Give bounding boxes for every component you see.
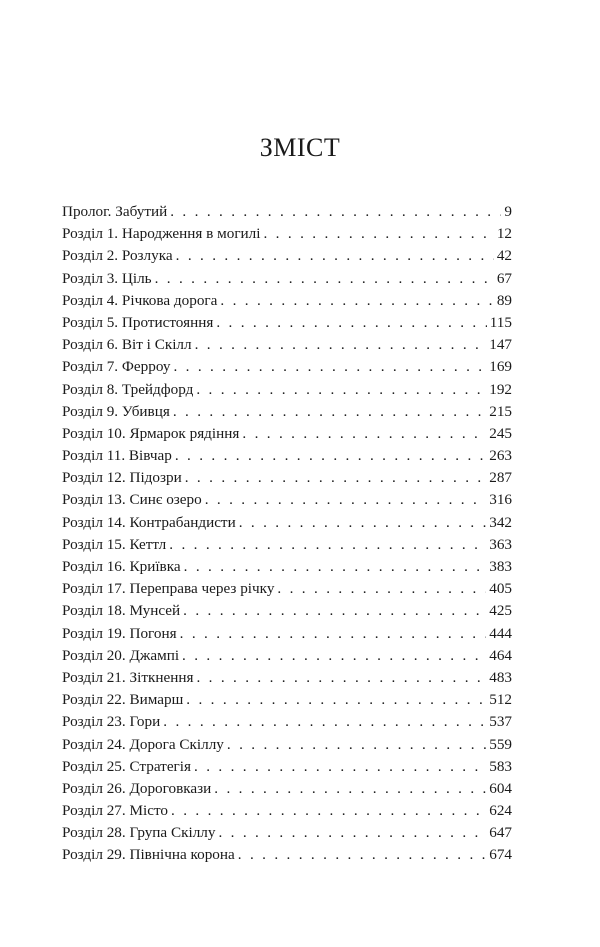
toc-dot-leader [184, 556, 487, 578]
toc-entry [62, 223, 512, 245]
toc-entry-title: Пролог. Забутий [62, 203, 168, 220]
toc-page-number: 583 [489, 757, 512, 775]
toc-entry [62, 245, 512, 267]
toc-entry [62, 379, 512, 401]
toc-page-number: 383 [489, 558, 512, 575]
toc-dot-leader [242, 423, 486, 445]
toc-entry-title: Розділ 29. Північна корона [62, 846, 235, 864]
toc-dot-leader [239, 512, 487, 534]
toc-entry-title: Розділ 4. Річкова дорога [62, 291, 218, 309]
toc-page-number: 316 [489, 491, 512, 509]
toc-page-number: 245 [489, 424, 512, 442]
toc-dot-leader [196, 379, 486, 401]
toc-entry [62, 778, 512, 800]
toc-dot-leader [180, 623, 487, 645]
toc-page-number: 215 [489, 402, 512, 420]
toc-entry-title: Розділ 8. Трейдфорд [62, 380, 194, 398]
toc-entry-title: Розділ 1. Народження в могилі [62, 225, 261, 243]
toc-page-number: 537 [489, 713, 512, 731]
toc-dot-leader [196, 667, 486, 689]
toc-entry [62, 711, 512, 733]
toc-page-number: 425 [489, 602, 512, 620]
toc-entry [62, 356, 512, 378]
toc-page-number: 9 [504, 203, 512, 220]
toc-entry [62, 467, 512, 489]
toc-entry-title: Розділ 23. Гори [62, 713, 161, 731]
toc-entry-title: Розділ 17. Переправа через річку [62, 580, 275, 598]
toc-entry-title: Розділ 3. Ціль [62, 269, 152, 287]
toc-dot-leader [205, 489, 487, 511]
toc-dot-leader [218, 822, 486, 844]
toc-dot-leader [194, 756, 486, 778]
toc-dot-leader [185, 467, 486, 489]
toc-entry [62, 844, 512, 866]
toc-entry [62, 556, 512, 578]
toc-entry [62, 822, 512, 844]
toc-dot-leader [263, 223, 493, 245]
toc-page-number: 512 [489, 691, 512, 709]
toc-entry [62, 800, 512, 822]
toc-entry [62, 645, 512, 667]
toc-entry-title: Розділ 25. Стратегія [62, 757, 191, 775]
toc-entry [62, 268, 512, 290]
toc-entry [62, 534, 512, 556]
toc-entry [62, 512, 512, 534]
toc-page-number: 559 [489, 735, 512, 753]
toc-dot-leader [175, 445, 486, 467]
toc-dot-leader [176, 245, 494, 267]
toc-page-number: 604 [489, 779, 512, 797]
toc-dot-leader [183, 600, 486, 622]
toc-entry [62, 578, 512, 600]
toc-entry [62, 667, 512, 689]
toc-page-number: 483 [489, 668, 512, 686]
toc-dot-leader [238, 844, 486, 866]
table-of-contents [62, 201, 512, 867]
toc-page-number: 89 [496, 291, 512, 309]
toc-page-number: 342 [489, 513, 512, 531]
toc-entry [62, 312, 512, 334]
toc-dot-leader [163, 711, 486, 733]
toc-entry [62, 689, 512, 711]
toc-dot-leader [227, 734, 486, 756]
toc-entry-title: Розділ 6. Віт і Скілл [62, 336, 192, 354]
toc-dot-leader [173, 356, 486, 378]
toc-page-number: 405 [489, 580, 512, 598]
toc-entry [62, 734, 512, 756]
toc-entry [62, 201, 512, 223]
toc-page-number: 287 [489, 469, 512, 487]
toc-page-number: 42 [496, 247, 512, 265]
toc-page-number: 12 [496, 225, 512, 243]
toc-page-number: 192 [489, 380, 512, 398]
toc-page-number: 624 [489, 802, 512, 820]
toc-entry-title: Розділ 26. Дороговкази [62, 779, 212, 797]
toc-entry-title: Розділ 7. Ферроу [62, 358, 171, 376]
toc-entry-title: Розділ 12. Підозри [62, 469, 182, 487]
toc-dot-leader [169, 534, 486, 556]
toc-entry [62, 600, 512, 622]
toc-dot-leader [216, 312, 486, 334]
toc-dot-leader [155, 268, 494, 290]
toc-page-number: 647 [489, 824, 512, 842]
toc-page-number: 674 [489, 846, 512, 864]
toc-entry-title: Розділ 2. Розлука [62, 247, 173, 265]
toc-entry-title: Розділ 15. Кеттл [62, 535, 167, 553]
toc-dot-leader [182, 645, 486, 667]
toc-page-number: 67 [496, 269, 512, 287]
toc-entry [62, 423, 512, 445]
toc-page-number: 115 [489, 313, 512, 331]
toc-entry-title: Розділ 13. Синє озеро [62, 491, 202, 509]
toc-entry [62, 334, 512, 356]
toc-page-number: 147 [489, 336, 512, 354]
toc-entry-title: Розділ 27. Місто [62, 802, 168, 820]
toc-entry-title: Розділ 20. Джампі [62, 646, 180, 664]
toc-entry-title: Розділ 14. Контрабандисти [62, 513, 236, 531]
toc-entry [62, 290, 512, 312]
toc-entry-title: Розділ 5. Протистояння [62, 313, 214, 331]
toc-page-number: 464 [489, 646, 512, 664]
toc-entry [62, 489, 512, 511]
toc-dot-leader [220, 290, 493, 312]
toc-entry-title: Розділ 16. Криївка [62, 558, 181, 575]
page-title: ЗМІСТ [259, 133, 341, 162]
toc-entry [62, 623, 512, 645]
toc-page-number: 363 [489, 535, 512, 553]
toc-entry-title: Розділ 24. Дорога Скіллу [62, 735, 224, 753]
toc-entry [62, 445, 512, 467]
toc-entry-title: Розділ 11. Вівчар [62, 447, 172, 465]
toc-dot-leader [195, 334, 487, 356]
toc-dot-leader [173, 401, 486, 423]
toc-dot-leader [171, 800, 486, 822]
toc-entry-title: Розділ 10. Ярмарок рядіння [62, 424, 240, 442]
toc-dot-leader [277, 578, 486, 600]
toc-entry-title: Розділ 19. Погоня [62, 624, 177, 642]
toc-page-number: 263 [489, 447, 512, 465]
toc-entry-title: Розділ 21. Зіткнення [62, 668, 194, 686]
toc-dot-leader [170, 201, 501, 223]
toc-entry-title: Розділ 18. Мунсей [62, 602, 181, 620]
toc-page-number: 169 [489, 358, 512, 376]
toc-dot-leader [186, 689, 486, 711]
toc-dot-leader [214, 778, 486, 800]
toc-page-number: 444 [489, 624, 512, 642]
toc-entry [62, 401, 512, 423]
toc-entry [62, 756, 512, 778]
toc-entry-title: Розділ 28. Група Скіллу [62, 824, 216, 842]
toc-entry-title: Розділ 9. Убивця [62, 402, 170, 420]
toc-entry-title: Розділ 22. Вимарш [62, 691, 184, 709]
